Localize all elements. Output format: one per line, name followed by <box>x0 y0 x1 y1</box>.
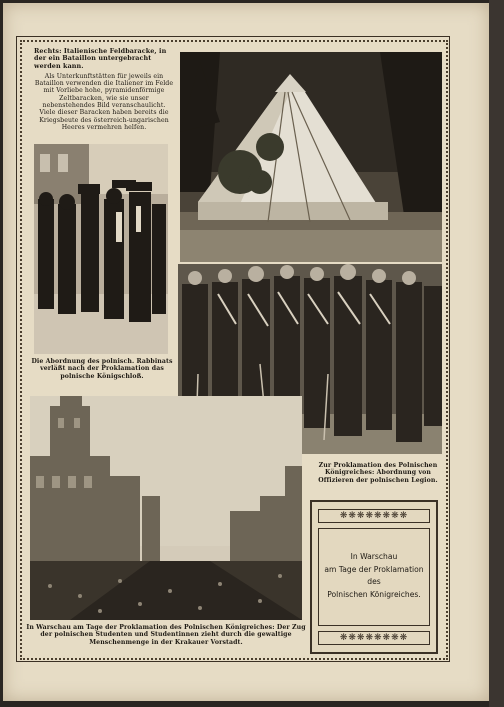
page-edge-shadow <box>489 0 504 707</box>
title-line-3: des <box>367 577 381 586</box>
title-box-text <box>323 551 425 601</box>
photo-rabbinate <box>34 144 168 354</box>
photo-warsaw-crowd <box>30 396 302 620</box>
title-line-2: am Tage der Proklamation <box>324 564 424 574</box>
title-line-1: In Warschau <box>350 552 398 561</box>
caption-tent-lead: Rechts: Italienische Feldbaracke, in der ein Bataillon untergebracht werden kann. <box>34 47 167 70</box>
title-box-inner <box>318 528 430 626</box>
ornament-bottom: ❋❋❋❋❋❋❋❋ <box>318 631 430 645</box>
caption-crowd: In Warschau am Tage der Proklamation des Polnischen Königreiches: Der Zug der polnischen Studenten und Studentinnen zieht durch die gewaltige Menschenmenge in der Krakauer Vorstadt. <box>26 624 306 646</box>
ornament-top: ❋❋❋❋❋❋❋❋ <box>318 509 430 523</box>
caption-legion: Zur Proklamation des Polnischen Königreiches: Abordnung von Offizieren der polnischen Legion. <box>318 462 438 484</box>
photo-tent <box>180 52 442 262</box>
title-box <box>310 500 438 654</box>
title-line-4: Polnischen Königreiches. <box>327 589 421 599</box>
caption-tent <box>34 48 174 131</box>
caption-rabbinate: Die Abordnung des polnisch. Rabbinats verläßt nach der Proklamation das polnische Königschloß. <box>31 358 173 380</box>
caption-tent-body: Als Unterkunftstätten für jeweils ein Bataillon verwenden die Italiener im Felde mit Vorliebe hohe, pyramidenförmige Zeltbaracken, wie sie unser nebenstehendes Bild veranschaulicht. Viele dieser Baracken haben bereits die Kriegsbeute des österreich-ungarischen Heeres vermehren helfen. <box>34 72 174 131</box>
